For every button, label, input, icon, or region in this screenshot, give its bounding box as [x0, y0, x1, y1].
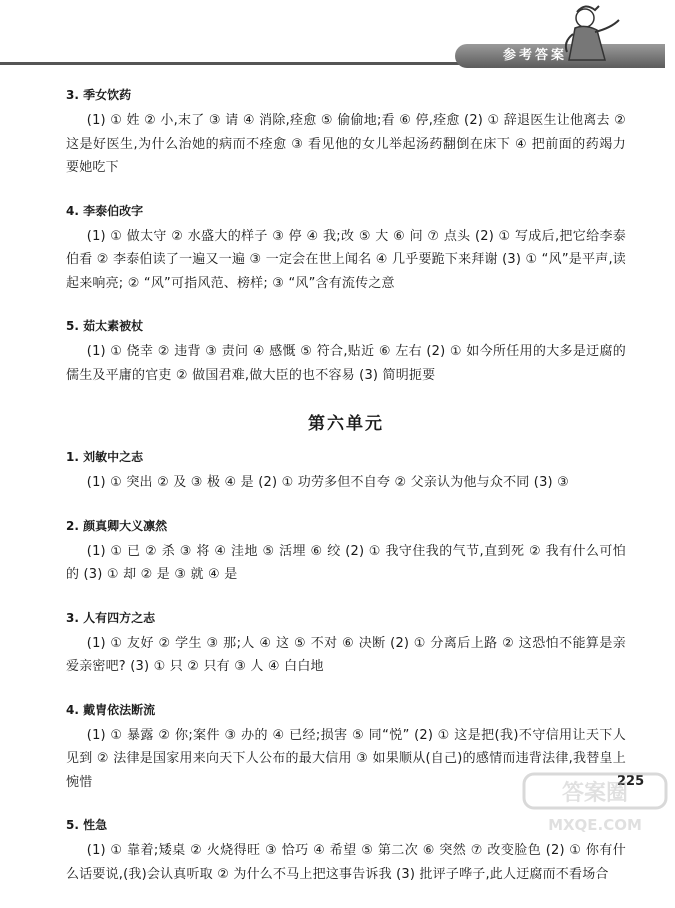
- answer-key-label: 参考答案: [503, 48, 568, 63]
- answer-item: [66, 317, 626, 387]
- site-watermark-logo: [520, 770, 670, 836]
- item-title: 3. 季女饮药: [66, 88, 132, 102]
- answer-item: [66, 202, 626, 296]
- item-title: 5. 性急: [66, 818, 108, 832]
- item-body: (1) ① 突出 ② 及 ③ 极 ④ 是 (2) ① 功劳多但不自夸 ② 父亲认为他与众不同 (3) ③: [86, 475, 570, 490]
- scholar-figure-icon: [555, 2, 625, 64]
- answer-item: [66, 609, 626, 679]
- item-body: (1) ① 姓 ② 小,末了 ③ 请 ④ 消除,痊愈 ⑤ 偷偷地;看 ⑥ 停,痊愈 (2) ① 辞退医生让他离去 ② 这是好医生,为什么治她的病而不痊愈 ③ 看见他的女儿举起汤药翻倒在床下 ④ 把前面的药竭力要她吃下: [66, 113, 626, 175]
- item-title: 4. 李泰伯改字: [66, 203, 144, 218]
- answer-item: [66, 448, 626, 495]
- item-body: (1) ① 侥幸 ② 违背 ③ 责问 ④ 感慨 ⑤ 符合,贴近 ⑥ 左右 (2) ① 如今所任用的大多是迂腐的儒生及平庸的官吏 ② 做国君难,做大臣的也不容易 (3) 简明扼要: [66, 344, 626, 383]
- item-body: (1) ① 暴露 ② 你;案件 ③ 办的 ④ 已经;损害 ⑤ 同“悦” (2) ① 这是把(我)不守信用让天下人见到 ② 法律是国家用来向天下人公布的最大信用 ③ 如果顺从(自己)的感情而违背法律,我替皇上惋惜: [66, 727, 626, 790]
- item-title: 5. 茹太素被杖: [66, 319, 144, 333]
- item-body: (1) ① 做太守 ② 水盛大的样子 ③ 停 ④ 我;改 ⑤ 大 ⑥ 问 ⑦ 点头 (2) ① 写成后,把它给李泰伯看 ② 李泰伯读了一遍又一遍 ③ 一定会在世上闻名 ④ 几乎要跪下来拜谢 (3) ① “风”是平声,读起来响亮; ② “风”可指风范、榜样; ③ “风”含有流传之意: [66, 228, 626, 291]
- item-title: 4. 戴胄依法断流: [66, 702, 156, 717]
- item-body: (1) ① 已 ② 杀 ③ 将 ④ 洼地 ⑤ 活埋 ⑥ 绞 (2) ① 我守住我的气节,直到死 ② 我有什么可怕的 (3) ① 却 ② 是 ③ 就 ④ 是: [66, 543, 626, 582]
- answer-item: [66, 86, 626, 180]
- item-title: 1. 刘敏中之志: [66, 450, 144, 464]
- header-rule: [0, 62, 470, 65]
- item-title: 3. 人有四方之志: [66, 610, 156, 625]
- item-title: 2. 颜真卿大义凛然: [66, 518, 168, 533]
- svg-text:MXQE.COM: MXQE.COM: [548, 816, 642, 834]
- unit-heading: 第六单元: [308, 414, 384, 434]
- answer-item: [66, 517, 626, 587]
- page-number: 225: [617, 774, 645, 789]
- page-header: [0, 0, 675, 74]
- svg-text:答案圈: 答案圈: [561, 781, 629, 806]
- item-body: (1) ① 靠着;矮桌 ② 火烧得旺 ③ 恰巧 ④ 希望 ⑤ 第二次 ⑥ 突然 ⑦ 改变脸色 (2) ① 你有什么话要说,(我)会认真听取 ② 为什么不马上把这事告诉我 (3) 批评子哗子,此人迂腐而不看场合: [66, 843, 626, 882]
- item-body: (1) ① 友好 ② 学生 ③ 那;人 ④ 这 ⑤ 不对 ⑥ 决断 (2) ① 分离后上路 ② 这恐怕不能算是亲爱亲密吧? (3) ① 只 ② 只有 ③ 人 ④ 白白地: [66, 635, 626, 674]
